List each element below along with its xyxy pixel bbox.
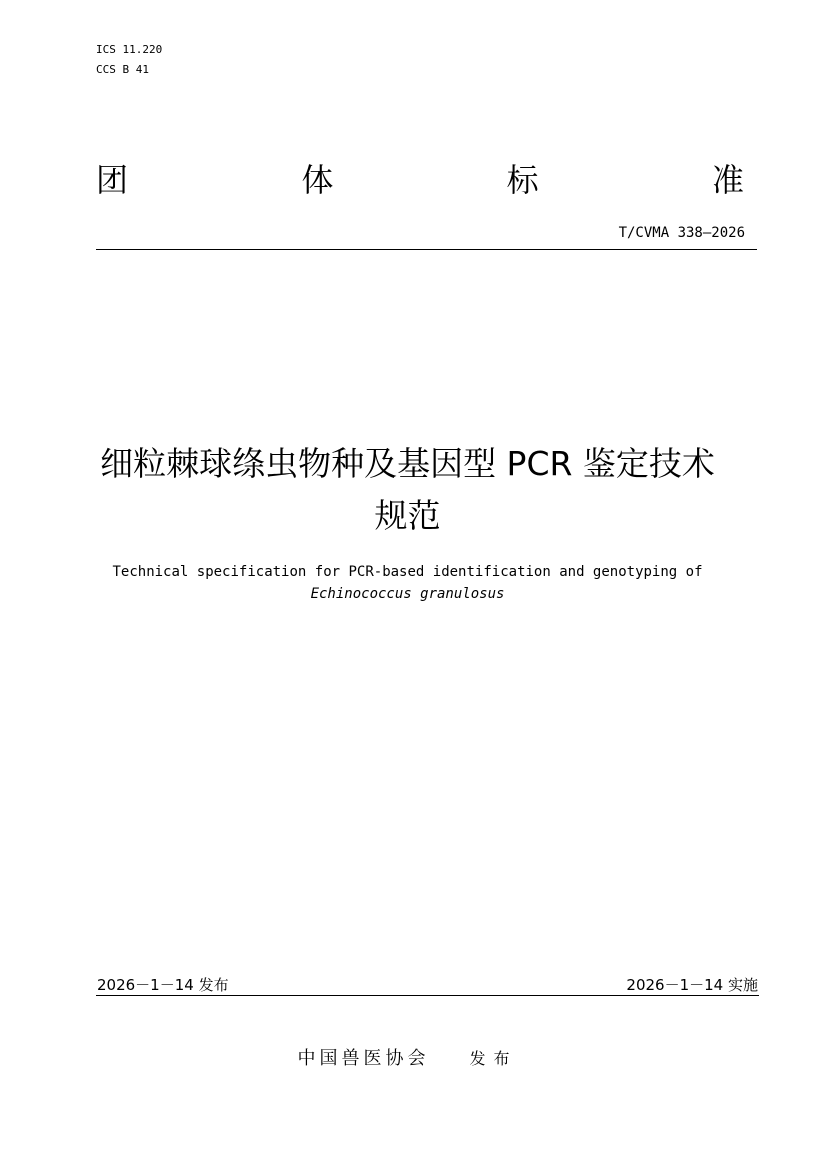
ccs-code: CCS B 41	[96, 63, 149, 76]
species-name: Echinococcus granulosus	[310, 586, 505, 602]
footer-divider	[96, 995, 759, 996]
publisher-line	[0, 1045, 815, 1073]
ics-code: ICS 11.220	[96, 43, 163, 56]
publisher-action: 发布	[469, 1049, 518, 1068]
standard-type-char: 标	[506, 161, 539, 199]
standard-type-char: 体	[301, 161, 334, 199]
standard-type-char: 准	[711, 161, 744, 199]
chinese-title-line: 规范	[374, 496, 441, 535]
classification-codes	[96, 40, 162, 80]
publisher-organization: 中国兽医协会	[297, 1048, 430, 1069]
english-title	[0, 561, 815, 605]
english-title-line: Technical specification for PCR-based identification and genotyping of	[112, 564, 703, 580]
standard-type-heading	[96, 156, 744, 204]
standard-type-char: 团	[96, 161, 129, 199]
standard-number: T/CVMA 338—2026	[618, 225, 745, 241]
chinese-title	[0, 438, 815, 542]
issue-date: 2026－1－14 发布	[97, 976, 229, 994]
implementation-date: 2026－1－14 实施	[626, 976, 758, 994]
header-divider	[96, 249, 757, 250]
chinese-title-line: 细粒棘球绦虫物种及基因型 PCR 鉴定技术	[100, 444, 715, 483]
